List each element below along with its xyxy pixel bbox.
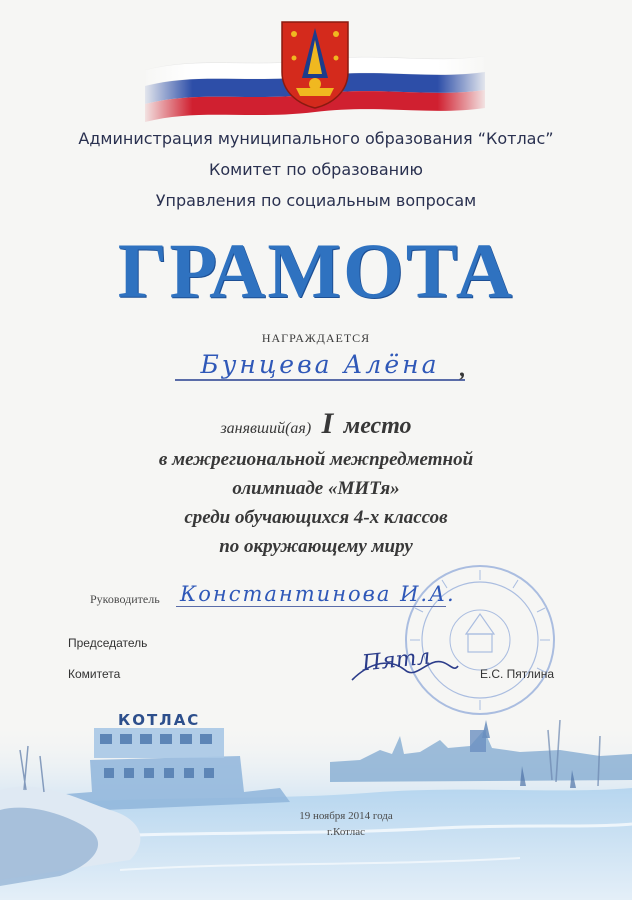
place-prefix: занявший(ая) [220,420,312,437]
chairman-title-line-1: Председатель [68,636,148,650]
header-committee: Комитет по образованию [209,160,423,179]
winter-river-illustration [0,690,632,900]
header-department: Управления по социальным вопросам [155,191,477,210]
kotlas-coat-of-arms-icon [278,18,352,110]
header-administration: Администрация муниципального образования “Котлас” [78,129,554,148]
supervisor-name: Константинова И.А. [180,582,456,606]
detail-line-3: среди обучающихся 4-х классов [184,507,448,528]
recipient-comma: , [460,356,466,382]
supervisor-underline [176,606,446,607]
detail-line-4: по окружающему миру [219,536,413,557]
certificate-title: ГРАМОТА [117,227,515,314]
supervisor-label: Руководитель [90,592,160,606]
footer-place: г.Котлас [327,826,365,838]
detail-line-1: в межрегиональной межпредметной [158,449,474,470]
awarded-label: НАГРАЖДАЕТСЯ [261,331,371,345]
signature-flourish-icon [350,652,460,692]
footer-date: 19 ноября 2014 года [299,810,393,822]
chairman-name: Е.С. Пятлина [480,667,555,681]
recipient-name: Бунцева Алёна [200,350,440,379]
kotlas-boat-sign: КОТЛАС [118,711,201,729]
chairman-signature: Пятл [360,644,432,677]
name-underline [175,379,465,381]
place-word: место [343,413,412,439]
chairman-title-line-2: Комитета [68,667,121,681]
detail-line-2: олимпиаде «МИТя» [232,478,400,499]
place-line [0,407,632,441]
place-number: I [321,407,334,440]
